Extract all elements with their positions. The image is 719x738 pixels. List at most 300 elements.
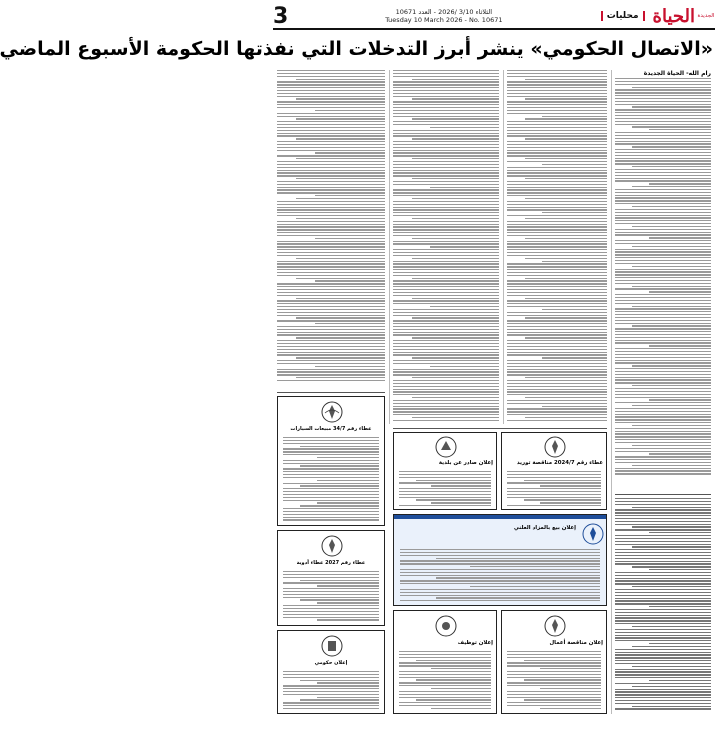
text-line	[393, 90, 499, 91]
text-line	[393, 76, 499, 77]
text-line	[615, 271, 711, 272]
text-line	[431, 688, 491, 689]
text-line	[315, 152, 385, 153]
text-line	[507, 315, 607, 316]
text-line	[507, 130, 607, 131]
text-line	[507, 477, 601, 478]
text-line	[615, 340, 711, 341]
text-line	[277, 303, 385, 304]
text-line	[412, 238, 499, 239]
text-line	[615, 254, 711, 255]
text-line	[317, 585, 379, 586]
text-line	[507, 84, 607, 85]
text-line	[525, 138, 607, 139]
notice-box-c	[277, 630, 385, 714]
text-line	[507, 380, 607, 381]
text-line	[615, 317, 711, 318]
text-line	[393, 383, 499, 384]
text-line	[507, 369, 607, 370]
text-line	[393, 155, 499, 156]
text-line	[393, 207, 499, 208]
notice-text	[399, 651, 491, 711]
text-line	[393, 374, 499, 375]
text-line	[393, 84, 499, 85]
text-line	[399, 651, 491, 652]
text-line	[399, 474, 491, 475]
text-line	[615, 419, 711, 420]
text-line	[615, 411, 711, 412]
text-line	[315, 238, 385, 239]
text-line	[507, 76, 607, 77]
notice-text	[400, 549, 600, 603]
text-line	[436, 597, 600, 598]
text-line	[507, 488, 601, 489]
text-line	[524, 499, 601, 500]
text-line	[507, 312, 607, 313]
text-line	[615, 470, 711, 471]
text-line	[393, 266, 499, 267]
text-line	[393, 283, 499, 284]
text-line	[507, 73, 607, 74]
text-line	[615, 498, 711, 499]
text-line	[317, 457, 379, 458]
text-line	[632, 526, 711, 527]
text-line	[277, 306, 385, 307]
text-line	[277, 184, 385, 185]
text-line	[632, 666, 711, 667]
text-line	[436, 558, 600, 559]
text-line	[615, 697, 711, 698]
text-line	[399, 671, 491, 672]
state-emblem-icon	[435, 615, 457, 637]
text-line	[393, 252, 499, 253]
text-line	[283, 594, 379, 595]
text-line	[393, 170, 499, 171]
text-line	[393, 181, 499, 182]
text-line	[283, 454, 379, 455]
text-line	[399, 665, 491, 666]
text-line	[615, 84, 711, 85]
text-line	[393, 391, 499, 392]
text-line	[615, 152, 711, 153]
text-line	[615, 263, 711, 264]
text-line	[277, 300, 385, 301]
text-line	[393, 172, 499, 173]
text-line	[277, 90, 385, 91]
text-line	[277, 70, 385, 71]
text-line	[393, 286, 499, 287]
text-line	[615, 669, 711, 670]
text-line	[393, 229, 499, 230]
text-line	[632, 465, 711, 466]
text-line	[507, 249, 607, 250]
text-line	[393, 104, 499, 105]
text-line	[393, 389, 499, 390]
text-line	[615, 414, 711, 415]
text-line	[525, 178, 607, 179]
text-line	[615, 674, 711, 675]
text-line	[393, 269, 499, 270]
text-line	[632, 166, 711, 167]
section-rule	[277, 392, 385, 393]
text-line	[277, 315, 385, 316]
text-line	[317, 682, 379, 683]
text-line	[277, 340, 385, 341]
text-line	[412, 98, 499, 99]
text-line	[507, 167, 607, 168]
text-line	[524, 660, 601, 661]
page-number: 3	[273, 3, 289, 29]
text-line	[615, 549, 711, 550]
text-line	[632, 306, 711, 307]
text-line	[615, 121, 711, 122]
text-line	[400, 563, 600, 564]
text-line	[615, 374, 711, 375]
text-line	[507, 96, 607, 97]
text-line	[615, 357, 711, 358]
text-line	[615, 459, 711, 460]
text-line	[277, 334, 385, 335]
text-line	[507, 155, 607, 156]
text-line	[277, 181, 385, 182]
text-line	[615, 280, 711, 281]
text-line	[615, 223, 711, 224]
notice-title: إعلان مناقصة أعمال	[549, 640, 603, 646]
text-line	[615, 234, 711, 235]
text-line	[277, 141, 385, 142]
text-line	[507, 187, 607, 188]
text-line	[283, 448, 379, 449]
text-line	[615, 703, 711, 704]
text-line	[393, 81, 499, 82]
text-line	[615, 580, 711, 581]
text-line	[615, 98, 711, 99]
text-line	[507, 286, 607, 287]
text-line	[393, 175, 499, 176]
text-line	[615, 311, 711, 312]
text-line	[507, 677, 601, 678]
text-line	[277, 241, 385, 242]
text-line	[507, 280, 607, 281]
text-line	[400, 583, 600, 584]
text-line	[507, 651, 601, 652]
text-line	[393, 380, 499, 381]
text-line	[393, 340, 499, 341]
text-line	[615, 428, 711, 429]
text-line	[507, 215, 607, 216]
text-line	[393, 394, 499, 395]
notice-box-a	[277, 396, 385, 526]
text-line	[615, 561, 711, 562]
text-line	[507, 371, 607, 372]
text-line	[277, 332, 385, 333]
text-line	[393, 135, 499, 136]
notice-text	[507, 651, 601, 711]
text-line	[615, 538, 711, 539]
text-line	[615, 603, 711, 604]
text-line	[412, 417, 499, 418]
text-line	[507, 306, 607, 307]
text-line	[412, 218, 499, 219]
text-line	[615, 118, 711, 119]
text-line	[615, 189, 711, 190]
text-line	[393, 326, 499, 327]
text-line	[615, 89, 711, 90]
text-line	[632, 425, 711, 426]
text-line	[615, 172, 711, 173]
text-line	[399, 477, 491, 478]
text-line	[615, 320, 711, 321]
text-line	[296, 317, 385, 318]
text-line	[430, 246, 499, 247]
text-line	[430, 127, 499, 128]
text-line	[615, 598, 711, 599]
text-line	[507, 232, 607, 233]
notice-title: إعلان بيع بالمزاد العلني	[513, 525, 576, 531]
text-line	[277, 346, 385, 347]
text-line	[540, 485, 601, 486]
text-line	[615, 660, 711, 661]
text-line	[277, 255, 385, 256]
text-line	[300, 485, 379, 486]
text-line	[507, 275, 607, 276]
text-line	[507, 207, 607, 208]
text-line	[393, 354, 499, 355]
text-line	[317, 602, 379, 603]
text-line	[615, 334, 711, 335]
text-line	[393, 346, 499, 347]
page-headline: «الاتصال الحكومي» ينشر أبرز التدخلات التي نفذتها الحكومة الأسبوع الماضي	[0, 38, 713, 60]
text-line	[632, 325, 711, 326]
text-line	[507, 657, 601, 658]
text-line	[277, 266, 385, 267]
text-line	[507, 283, 607, 284]
text-line	[399, 497, 491, 498]
text-line	[649, 399, 711, 400]
text-line	[507, 366, 607, 367]
text-line	[615, 431, 711, 432]
text-line	[615, 589, 711, 590]
text-line	[540, 668, 601, 669]
text-line	[615, 504, 711, 505]
text-line	[615, 362, 711, 363]
text-line	[615, 297, 711, 298]
notice-box-d	[501, 432, 607, 510]
text-line	[277, 209, 385, 210]
text-line	[393, 124, 499, 125]
text-line	[277, 329, 385, 330]
text-line	[393, 87, 499, 88]
text-line	[300, 465, 379, 466]
text-line	[615, 600, 711, 601]
text-line	[277, 215, 385, 216]
text-line	[507, 494, 601, 495]
text-line	[507, 343, 607, 344]
text-line	[507, 505, 601, 506]
text-line	[436, 577, 600, 578]
text-line	[615, 354, 711, 355]
text-line	[507, 189, 607, 190]
text-line	[393, 147, 499, 148]
text-line	[615, 456, 711, 457]
text-line	[507, 152, 607, 153]
text-line	[632, 566, 711, 567]
text-line	[507, 349, 607, 350]
text-line	[393, 332, 499, 333]
text-line	[507, 332, 607, 333]
text-line	[393, 386, 499, 387]
issue-info	[293, 8, 595, 24]
text-line	[507, 694, 601, 695]
text-line	[393, 101, 499, 102]
text-line	[615, 416, 711, 417]
text-line	[393, 406, 499, 407]
text-line	[393, 152, 499, 153]
text-line	[615, 379, 711, 380]
text-line	[277, 192, 385, 193]
text-line	[632, 286, 711, 287]
text-line	[277, 167, 385, 168]
text-line	[393, 133, 499, 134]
text-line	[615, 448, 711, 449]
text-line	[615, 521, 711, 522]
text-line	[277, 269, 385, 270]
text-line	[615, 328, 711, 329]
text-line	[400, 580, 600, 581]
text-line	[507, 104, 607, 105]
text-line	[615, 558, 711, 559]
text-line	[542, 357, 607, 358]
text-line	[277, 380, 385, 381]
text-line	[317, 502, 379, 503]
text-line	[296, 278, 385, 279]
text-line	[615, 524, 711, 525]
text-line	[277, 150, 385, 151]
notice-text	[283, 571, 379, 622]
text-line	[412, 278, 499, 279]
text-line	[615, 232, 711, 233]
text-line	[277, 113, 385, 114]
text-line	[615, 112, 711, 113]
text-line	[277, 81, 385, 82]
text-line	[277, 87, 385, 88]
text-line	[393, 189, 499, 190]
text-line	[277, 249, 385, 250]
notice-title: عطاء رقم 2024/7 مناقصة توريد	[516, 460, 603, 466]
text-line	[507, 389, 607, 390]
text-line	[540, 688, 601, 689]
text-line	[615, 360, 711, 361]
notice-text	[507, 471, 601, 508]
text-line	[393, 400, 499, 401]
text-line	[507, 665, 601, 666]
text-line	[393, 195, 499, 196]
text-line	[507, 90, 607, 91]
notice-box-g	[501, 610, 607, 714]
text-line	[507, 175, 607, 176]
text-line	[507, 255, 607, 256]
text-line	[393, 93, 499, 94]
text-line	[412, 138, 499, 139]
text-line	[615, 632, 711, 633]
text-line	[277, 175, 385, 176]
text-line	[277, 374, 385, 375]
text-line	[277, 360, 385, 361]
text-line	[615, 143, 711, 144]
text-line	[507, 192, 607, 193]
text-line	[615, 274, 711, 275]
text-line	[393, 263, 499, 264]
text-line	[393, 303, 499, 304]
text-line	[615, 158, 711, 159]
text-line	[393, 232, 499, 233]
text-line	[507, 266, 607, 267]
text-line	[507, 340, 607, 341]
text-line	[615, 195, 711, 196]
text-line	[400, 592, 600, 593]
text-line	[525, 278, 607, 279]
text-line	[615, 217, 711, 218]
text-line	[649, 680, 711, 681]
text-line	[400, 589, 600, 590]
text-line	[507, 124, 607, 125]
text-line	[283, 468, 379, 469]
text-line	[632, 405, 711, 406]
text-line	[542, 212, 607, 213]
text-line	[393, 352, 499, 353]
text-line	[296, 377, 385, 378]
text-line	[412, 337, 499, 338]
text-line	[393, 167, 499, 168]
text-line	[615, 277, 711, 278]
text-line	[393, 315, 499, 316]
text-line	[393, 295, 499, 296]
section-tag: محليات	[601, 11, 645, 21]
text-line	[283, 571, 379, 572]
text-line	[615, 394, 711, 395]
text-line	[615, 572, 711, 573]
text-line	[507, 87, 607, 88]
text-line	[615, 462, 711, 463]
text-line	[507, 243, 607, 244]
text-line	[507, 107, 607, 108]
text-line	[615, 180, 711, 181]
text-line	[615, 169, 711, 170]
text-line	[277, 144, 385, 145]
text-line	[283, 702, 379, 703]
text-line	[615, 78, 711, 79]
text-line	[393, 130, 499, 131]
text-line	[277, 221, 385, 222]
text-line	[277, 263, 385, 264]
text-line	[277, 73, 385, 74]
text-line	[507, 204, 607, 205]
text-line	[615, 95, 711, 96]
text-line	[525, 317, 607, 318]
text-line	[393, 414, 499, 415]
text-line	[615, 592, 711, 593]
text-line	[283, 582, 379, 583]
text-line	[525, 79, 607, 80]
text-line	[393, 107, 499, 108]
text-line	[615, 269, 711, 270]
text-line	[277, 283, 385, 284]
text-line	[507, 474, 601, 475]
text-line	[525, 218, 607, 219]
notice-box-e	[393, 432, 497, 510]
text-line	[277, 130, 385, 131]
text-line	[393, 275, 499, 276]
